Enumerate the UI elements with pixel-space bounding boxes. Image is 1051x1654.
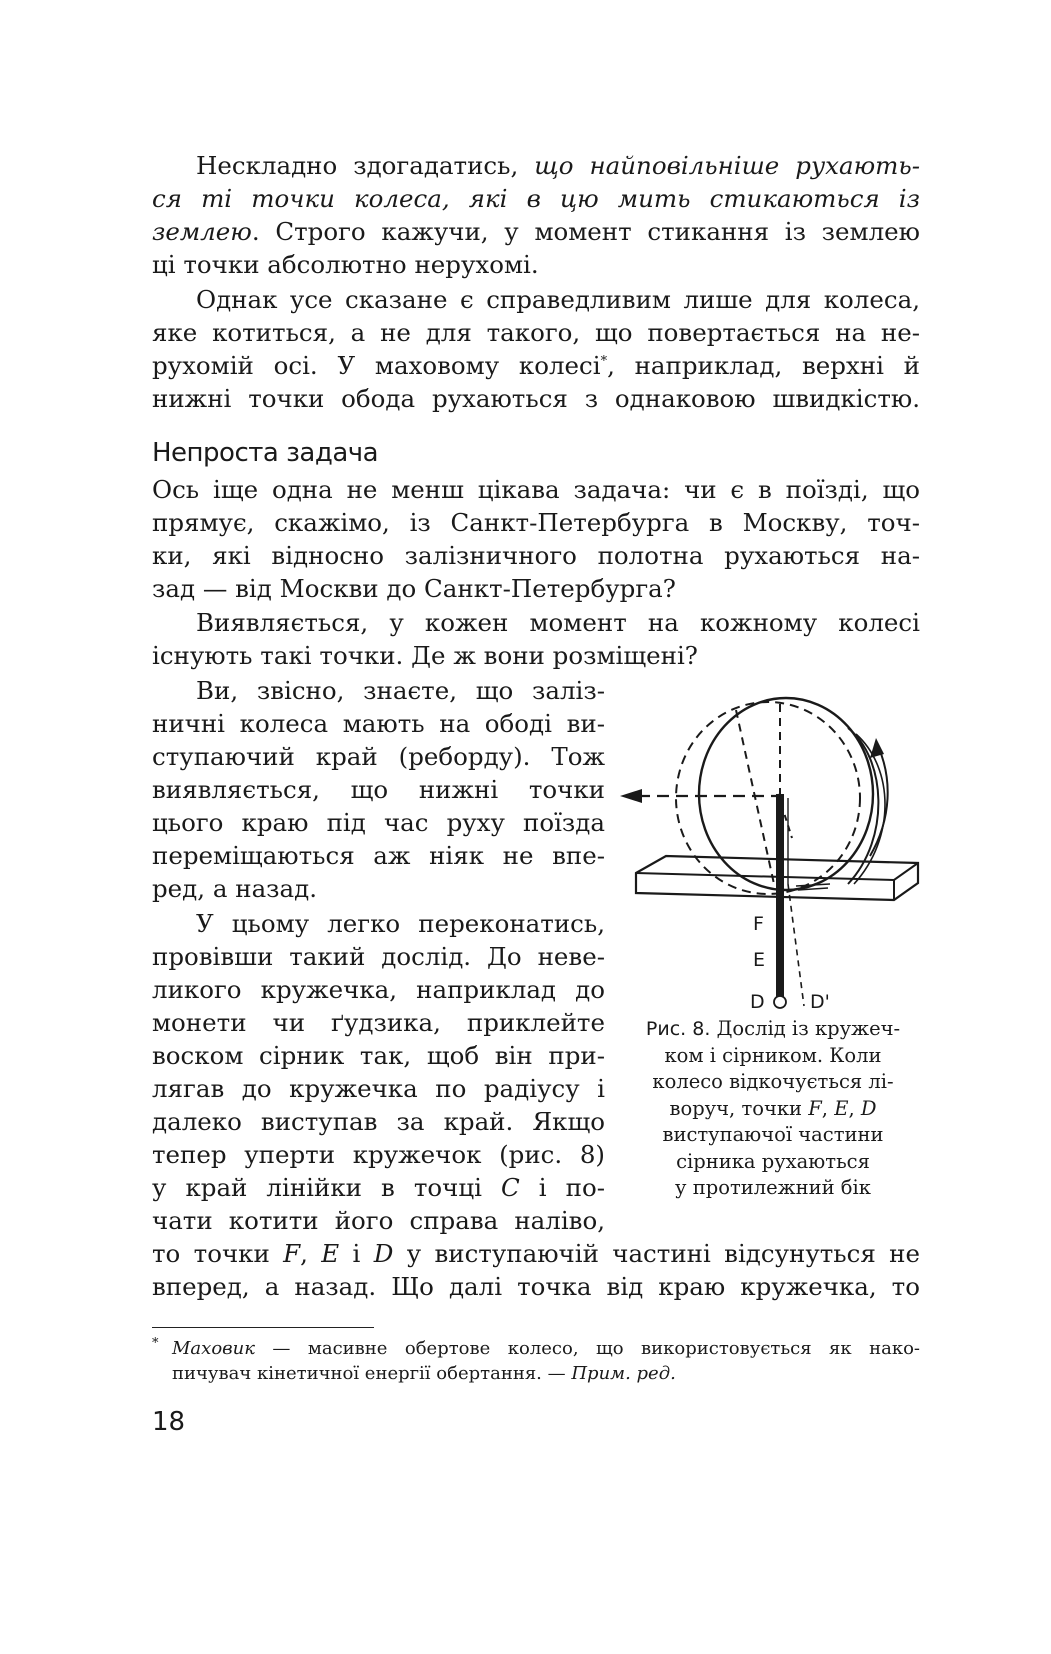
editor-note: Прим. ред.: [571, 1363, 676, 1384]
text-line: нижні точки обода рухаються з однаковою швидкістю.: [152, 384, 920, 413]
caption-label: Рис. 8.: [645, 1018, 711, 1040]
text-line: ки, які відносно залізничного полотна рухаються на-: [152, 541, 920, 570]
point-label: E: [321, 1239, 340, 1268]
caption-line: воруч, точки F, E, D: [669, 1096, 877, 1120]
text-line: Виявляється, у кожен момент на кожному колесі: [196, 608, 920, 637]
point-d-marker: [774, 996, 786, 1008]
text-line: ступаючий край (реборду). Тож: [152, 742, 605, 771]
footnote-marker: *: [152, 1336, 159, 1351]
text-line: у край лінійки в точці C і по-: [152, 1173, 605, 1202]
footnote-line: Маховик — масивне обертове колесо, що використовується як нако-: [172, 1338, 920, 1359]
text-line: яке котиться, а не для такого, що повертається на не-: [152, 318, 920, 347]
text-line: ликого кружечка, наприклад до: [152, 975, 605, 1004]
label-d: D: [750, 991, 765, 1013]
caption-line: у протилежний бік: [675, 1176, 871, 1199]
text-line: тепер уперти кружечок (рис. 8): [152, 1140, 605, 1169]
text-line: лягав до кружечка по радіусу і: [152, 1074, 605, 1103]
page-number: 18: [152, 1407, 186, 1437]
arrow-left-icon: [620, 789, 642, 803]
figure-caption: [618, 1016, 928, 1202]
text-line: провівши такий дослід. До неве-: [152, 942, 605, 971]
point-label: F: [283, 1239, 301, 1268]
match-displaced-position: [788, 884, 804, 1006]
text-line: Ви, звісно, знаєте, що заліз-: [196, 676, 605, 705]
text-line: ничні колеса мають на ободі ви-: [152, 709, 605, 738]
caption-line: Рис. 8. Дослід із кружеч-: [645, 1017, 901, 1040]
figure-8-wheel-and-match: [616, 688, 926, 1018]
text-line: Нескладно здогадатись, що найповільніше рухають-: [196, 151, 921, 180]
text-line: вперед, а назад. Що далі точка від краю кружечка, то: [152, 1272, 920, 1301]
text-line: землею. Строго кажучи, у момент стикання із землею: [152, 217, 920, 246]
label-e: E: [753, 949, 766, 971]
caption-line: ком і сірником. Коли: [664, 1043, 882, 1067]
text-line: Однак усе сказане є справедливим лише для колеса,: [196, 285, 920, 314]
text-line: ці точки абсолютно нерухомі.: [152, 250, 539, 279]
caption-line: колесо відкочується лі-: [652, 1070, 894, 1093]
text-line: У цьому легко переконатись,: [196, 909, 605, 938]
text-line: монети чи ґудзика, приклейте: [152, 1008, 605, 1037]
footnote-line: пичувач кінетичної енергії обертання. — Прим. ред.: [172, 1363, 676, 1384]
label-d-prime: D': [810, 991, 830, 1013]
label-f: F: [753, 913, 764, 935]
text-line: цього краю під час руху поїзда: [152, 808, 605, 837]
text-line: рухомій осі. У маховому колесі*, наприклад, верхні й: [152, 351, 920, 380]
emphasis-text: землею: [152, 217, 252, 246]
text-line: воском сірник так, щоб він при-: [152, 1041, 605, 1070]
text-line: виявляється, що нижні точки: [152, 775, 605, 804]
footnote-divider: [152, 1327, 374, 1328]
text-line: ред, а назад.: [152, 874, 318, 903]
point-label: D: [373, 1239, 394, 1268]
footnote-marker[interactable]: *: [600, 354, 608, 369]
text-line: чати котити його справа наліво,: [152, 1206, 605, 1235]
text-line: то точки F, E і D у виступаючій частині відсунуться не: [152, 1239, 920, 1268]
text-line: існують такі точки. Де ж вони розміщені?: [152, 641, 698, 670]
text-line: Ось іще одна не менш цікава задача: чи є в поїзді, що: [152, 475, 920, 504]
caption-line: сірника рухаються: [676, 1149, 870, 1173]
footnote-term: Маховик: [172, 1338, 255, 1359]
text-line: ся ті точки колеса, які в цю мить стикаються із: [152, 184, 920, 213]
text-line: зад — від Москви до Санкт-Петербурга?: [152, 574, 676, 603]
section-heading: Непроста задача: [152, 438, 379, 468]
text-line: прямує, скажімо, із Санкт-Петербурга в Москву, точ-: [152, 508, 920, 537]
text-line: переміщаються аж ніяк не впе-: [152, 841, 605, 870]
text-line: далеко виступав за край. Якщо: [152, 1107, 605, 1136]
caption-line: виступаючої частини: [662, 1123, 884, 1146]
emphasis-text: що найповільніше рухають-: [534, 151, 921, 180]
point-label: C: [500, 1173, 520, 1202]
match-stick: [776, 794, 784, 1006]
